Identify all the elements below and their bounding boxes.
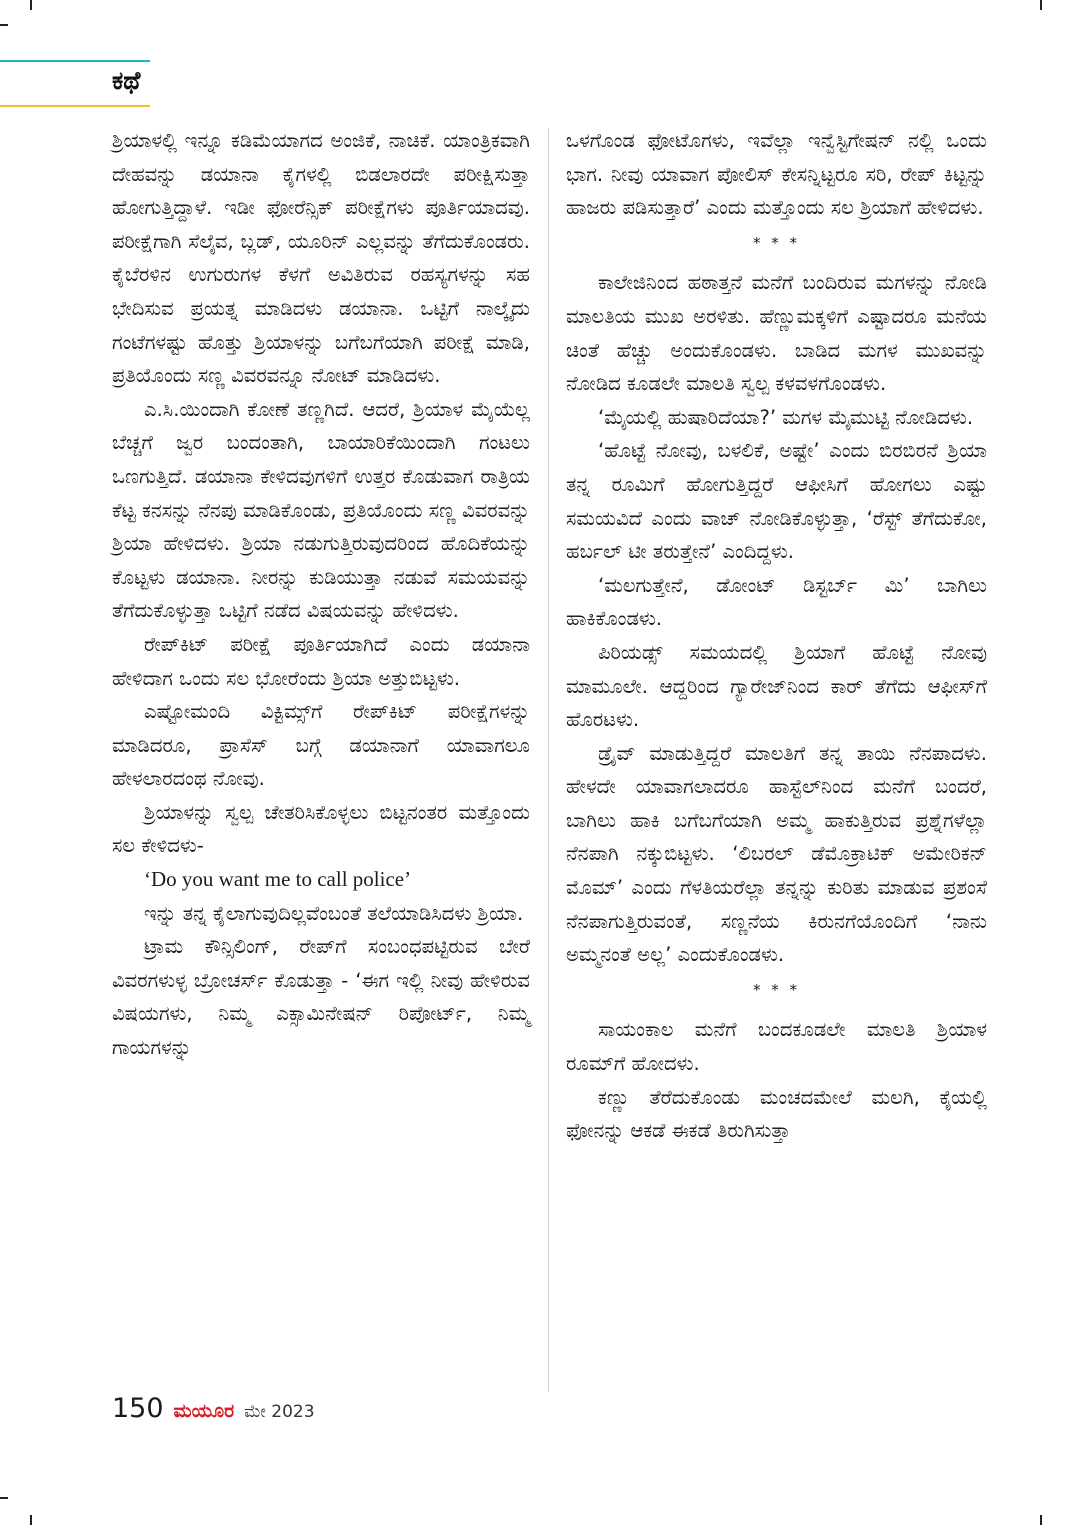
paragraph: ಟ್ರಾಮ ಕೌನ್ಸಿಲಿಂಗ್, ರೇಪ್‌ಗೆ ಸಂಬಂಧಪಟ್ಟಿರುವ ಬೇರೆ ವಿವರಗಳುಳ್ಳ ಬ್ರೋಚರ್ಸ್ ಕೊಡುತ್ತಾ - ‘ಈಗ ಇಲ್ಲಿ ನೀವು ಹೇಳಿರುವ ವಿಷಯಗಳು, ನಿಮ್ಮ ಎಕ್ಸಾಮಿನೇಷನ್ ರಿಪೋರ್ಟ್, ನಿಮ್ಮ ಗಾಯಗಳನ್ನು: [112, 935, 530, 1060]
paragraph: ರೇಪ್‌ಕಿಟ್ ಪರೀಕ್ಷೆ ಪೂರ್ತಿಯಾಗಿದೆ ಎಂದು ಡಯಾನಾ ಹೇಳಿದಾಗ ಒಂದು ಸಲ ಭೋರೆಂದು ಶ್ರಿಯಾ ಅತ್ತುಬಿಟ್ಟಳು.: [112, 632, 530, 690]
crop-mark: [0, 1497, 8, 1499]
magazine-name: ಮಯೂರ: [173, 1400, 235, 1422]
paragraph: ಶ್ರಿಯಾಳನ್ನು ಸ್ವಲ್ಪ ಚೇತರಿಸಿಕೊಳ್ಳಲು ಬಿಟ್ಟನಂತರ ಮತ್ತೊಂದು ಸಲ ಕೇಳಿದಳು-: [112, 800, 530, 858]
paragraph: ‘ಹೊಟ್ಟೆ ನೋವು, ಬಳಲಿಕೆ, ಅಷ್ಟೇ’ ಎಂದು ಬಿರಬಿರನೆ ಶ್ರಿಯಾ ತನ್ನ ರೂಮಿಗೆ ಹೋಗುತ್ತಿದ್ದರೆ ಆಫೀಸಿಗೆ ಹೋಗಲು ಎಷ್ಟು ಸಮಯವಿದೆ ಎಂದು ವಾಚ್ ನೋಡಿಕೊಳ್ಳುತ್ತಾ, ‘ರೆಸ್ಟ್ ತೆಗೆದುಕೋ, ಹರ್ಬಲ್ ಟೀ ತರುತ್ತೇನೆ’ ಎಂದಿದ್ದಳು.: [566, 439, 987, 564]
paragraph: ಕಣ್ಣು ತೆರೆದುಕೊಂಡು ಮಂಚದಮೇಲೆ ಮಲಗಿ, ಕೈಯಲ್ಲಿ ಫೋನನ್ನು ಆಕಡೆ ಈಕಡೆ ತಿರುಗಿಸುತ್ತಾ: [566, 1085, 987, 1143]
paragraph: ‘Do you want me to call police’: [144, 867, 412, 892]
paragraph: ಎಷ್ಟೋಮಂದಿ ವಿಕ್ಟಿಮ್ಸ್‌ಗೆ ರೇಪ್‌ಕಿಟ್ ಪರೀಕ್ಷೆಗಳನ್ನು ಮಾಡಿದರೂ, ಪ್ರಾಸೆಸ್ ಬಗ್ಗೆ ಡಯಾನಾಗೆ ಯಾವಾಗಲೂ ಹೇಳಲಾರದಂಥ ನೋವು.: [112, 700, 530, 791]
issue-date: ಮೇ 2023: [244, 1402, 315, 1422]
paragraph: ಇನ್ನು ತನ್ನ ಕೈಲಾಗುವುದಿಲ್ಲವೆಂಬಂತೆ ತಲೆಯಾಡಿಸಿದಳು ಶ್ರಿಯಾ.: [144, 901, 524, 925]
paragraph: ‘ಮಲಗುತ್ತೇನೆ, ಡೋಂಟ್ ಡಿಸ್ಟರ್ಬ್ ಮಿ’ ಬಾಗಿಲು ಹಾಕಿಕೊಂಡಳು.: [566, 573, 987, 631]
paragraph: ಶ್ರಿಯಾಳಲ್ಲಿ ಇನ್ನೂ ಕಡಿಮೆಯಾಗದ ಅಂಜಿಕೆ, ನಾಚಿಕೆ. ಯಾಂತ್ರಿಕವಾಗಿ ದೇಹವನ್ನು ಡಯಾನಾ ಕೈಗಳಲ್ಲಿ ಬಿಡಲಾರದೇ ಪರೀಕ್ಷಿಸುತ್ತಾ ಹೋಗುತ್ತಿದ್ದಾಳೆ. ಇಡೀ ಫೋರೆನ್ಸಿಕ್ ಪರೀಕ್ಷೆಗಳು ಪೂರ್ತಿಯಾದವು. ಪರೀಕ್ಷೆಗಾಗಿ ಸೆಲೈವ, ಬ್ಲಡ್, ಯೂರಿನ್ ಎಲ್ಲವನ್ನು ತೆಗೆದುಕೊಂಡರು. ಕೈಬೆರಳಿನ ಉಗುರುಗಳ ಕೆಳಗೆ ಅವಿತಿರುವ ರಹಸ್ಯಗಳನ್ನು ಸಹ ಭೇದಿಸುವ ಪ್ರಯತ್ನ ಮಾಡಿದಳು ಡಯಾನಾ. ಒಟ್ಟಿಗೆ ನಾಲ್ಕೈದು ಗಂಟೆಗಳಷ್ಟು ಹೊತ್ತು ಶ್ರಿಯಾಳನ್ನು ಬಗೆಬಗೆಯಾಗಿ ಪರೀಕ್ಷೆ ಮಾಡಿ, ಪ್ರತಿಯೊಂದು ಸಣ್ಣ ವಿವರವನ್ನೂ ನೋಟ್ ಮಾಡಿದಳು.: [112, 129, 530, 388]
page-footer: [112, 1393, 315, 1424]
crop-mark: [30, 0, 32, 10]
crop-mark: [0, 24, 8, 26]
paragraph: ಸಾಯಂಕಾಲ ಮನೆಗೆ ಬಂದಕೂಡಲೇ ಮಾಲತಿ ಶ್ರಿಯಾಳ ರೂಮ್‌ಗೆ ಹೋದಳು.: [566, 1018, 987, 1076]
section-title: ಕಥೆ: [112, 66, 141, 95]
article-column-left: [112, 124, 530, 1065]
crop-mark: [30, 1515, 32, 1525]
paragraph: ಕಾಲೇಜಿನಿಂದ ಹಠಾತ್ತನೆ ಮನೆಗೆ ಬಂದಿರುವ ಮಗಳನ್ನು ನೋಡಿ ಮಾಲತಿಯ ಮುಖ ಅರಳಿತು. ಹೆಣ್ಣುಮಕ್ಕಳಿಗೆ ಎಷ್ಟಾದರೂ ಮನೆಯ ಚಿಂತೆ ಹೆಚ್ಚು ಅಂದುಕೊಂಡಳು. ಬಾಡಿದ ಮಗಳ ಮುಖವನ್ನು ನೋಡಿದ ಕೂಡಲೇ ಮಾಲತಿ ಸ್ವಲ್ಪ ಕಳವಳಗೊಂಡಳು.: [566, 271, 987, 396]
section-break: * * *: [752, 980, 801, 999]
paragraph: ಎ.ಸಿ.ಯಿಂದಾಗಿ ಕೋಣೆ ತಣ್ಣಗಿದೆ. ಆದರೆ, ಶ್ರಿಯಾಳ ಮೈಯೆಲ್ಲ ಬೆಚ್ಚಗೆ ಜ್ವರ ಬಂದಂತಾಗಿ, ಬಾಯಾರಿಕೆಯಿಂದಾಗಿ ಗಂಟಲು ಒಣಗುತ್ತಿದೆ. ಡಯಾನಾ ಕೇಳಿದವುಗಳಿಗೆ ಉತ್ತರ ಕೊಡುವಾಗ ರಾತ್ರಿಯ ಕೆಟ್ಟ ಕನಸನ್ನು ನೆನಪು ಮಾಡಿಕೊಂಡು, ಪ್ರತಿಯೊಂದು ಸಣ್ಣ ವಿವರವನ್ನು ಶ್ರಿಯಾ ಹೇಳಿದಳು. ಶ್ರಿಯಾ ನಡುಗುತ್ತಿರುವುದರಿಂದ ಹೊದಿಕೆಯನ್ನು ಕೊಟ್ಟಳು ಡಯಾನಾ. ನೀರನ್ನು ಕುಡಿಯುತ್ತಾ ನಡುವೆ ಸಮಯವನ್ನು ತೆಗೆದುಕೊಳ್ಳುತ್ತಾ ಒಟ್ಟಿಗೆ ನಡೆದ ವಿಷಯವನ್ನು ಹೇಳಿದಳು.: [112, 397, 530, 623]
header-accent-line-yellow: [0, 105, 150, 107]
section-break: * * *: [752, 233, 801, 252]
article-column-right: [566, 124, 987, 1148]
crop-mark: [1040, 1515, 1042, 1525]
header-accent-line-teal: [0, 60, 150, 62]
page-number: 150: [112, 1393, 164, 1424]
paragraph: ಪಿರಿಯಡ್ಸ್ ಸಮಯದಲ್ಲಿ ಶ್ರಿಯಾಗೆ ಹೊಟ್ಟೆ ನೋವು ಮಾಮೂಲೇ. ಆದ್ದರಿಂದ ಗ್ಯಾರೇಜ್‌ನಿಂದ ಕಾರ್ ತೆಗೆದು ಆಫೀಸ್‌ಗೆ ಹೊರಟಳು.: [566, 640, 987, 732]
column-divider: [548, 128, 549, 1392]
paragraph: ಒಳಗೊಂಡ ಫೋಟೊಗಳು, ಇವೆಲ್ಲಾ ಇನ್ವೆಸ್ಟಿಗೇಷನ್ ನಲ್ಲಿ ಒಂದು ಭಾಗ. ನೀವು ಯಾವಾಗ ಪೋಲಿಸ್ ಕೇಸನ್ನಿಟ್ಟರೂ ಸರಿ, ರೇಪ್ ಕಿಟ್ಟನ್ನು ಹಾಜರು ಪಡಿಸುತ್ತಾರೆ’ ಎಂದು ಮತ್ತೊಂದು ಸಲ ಶ್ರಿಯಾಗೆ ಹೇಳಿದಳು.: [566, 129, 987, 220]
paragraph: ‘ಮೈಯಲ್ಲಿ ಹುಷಾರಿದೆಯಾ?’ ಮಗಳ ಮೈಮುಟ್ಟಿ ನೋಡಿದಳು.: [598, 405, 974, 429]
crop-mark: [1040, 0, 1042, 10]
paragraph: ಡ್ರೈವ್ ಮಾಡುತ್ತಿದ್ದರೆ ಮಾಲತಿಗೆ ತನ್ನ ತಾಯಿ ನೆನಪಾದಳು. ಹೇಳದೇ ಯಾವಾಗಲಾದರೂ ಹಾಸ್ಟೆಲ್‌ನಿಂದ ಮನೆಗೆ ಬಂದರೆ, ಬಾಗಿಲು ಹಾಕಿ ಬಗೆಬಗೆಯಾಗಿ ಅಮ್ಮ ಹಾಕುತ್ತಿರುವ ಪ್ರಶ್ನೆಗಳೆಲ್ಲಾ ನೆನಪಾಗಿ ನಕ್ಕುಬಿಟ್ಟಳು. ‘ಲಿಬರಲ್ ಡೆಮೊಕ್ರಾಟಿಕ್ ಅಮೇರಿಕನ್ ಮೊಮ್’ ಎಂದು ಗೆಳತಿಯರೆಲ್ಲಾ ತನ್ನನ್ನು ಕುರಿತು ಮಾಡುವ ಪ್ರಶಂಸೆ ನೆನಪಾಗುತ್ತಿರುವಂತೆ, ಸಣ್ಣನೆಯ ಕಿರುನಗೆಯೊಂದಿಗೆ ‘ನಾನು ಅಮ್ಮನಂತೆ ಅಲ್ಲ’ ಎಂದುಕೊಂಡಳು.: [566, 741, 987, 967]
